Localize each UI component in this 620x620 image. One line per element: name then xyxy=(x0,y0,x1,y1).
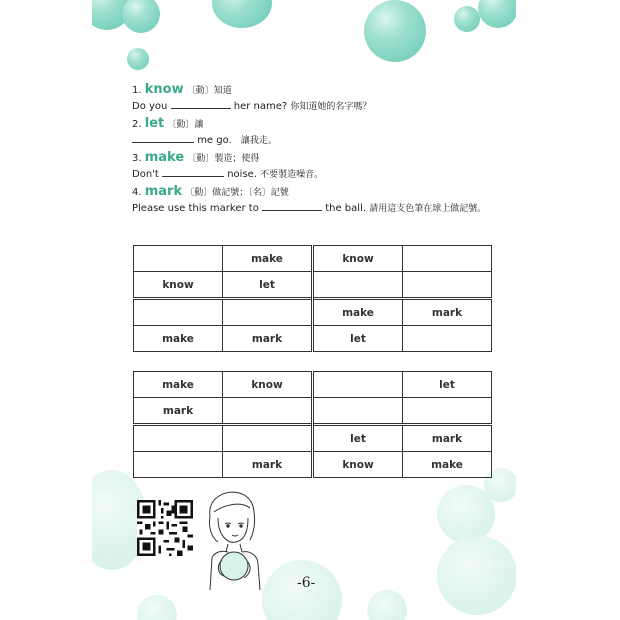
bubble-decoration xyxy=(122,0,160,33)
grid-cell xyxy=(134,299,223,326)
grid-cell xyxy=(313,272,403,299)
bubble-decoration xyxy=(212,0,272,28)
grid-cell: know xyxy=(313,452,403,478)
vocab-heading xyxy=(132,150,492,166)
vocab-word: make xyxy=(144,150,185,165)
sentence-text: the ball. xyxy=(325,203,367,214)
grid-cell: mark xyxy=(134,398,223,425)
grid-cell xyxy=(134,246,223,272)
sentence-text: her name? xyxy=(233,101,288,112)
vocab-number: 1. xyxy=(132,85,142,96)
grid-cell xyxy=(134,452,223,478)
grid-cell: know xyxy=(313,246,403,272)
example-sentence xyxy=(132,166,492,184)
bubble-decoration xyxy=(367,590,407,620)
bubble-decoration xyxy=(454,6,480,32)
vocab-heading xyxy=(132,116,492,132)
grid-cell: make xyxy=(403,452,492,478)
bubble-decoration xyxy=(478,0,516,28)
fill-blank[interactable] xyxy=(171,98,231,109)
word-grid-1 xyxy=(133,245,492,352)
grid-cell: mark xyxy=(223,452,313,478)
grid-cell xyxy=(223,398,313,425)
grid-cell: let xyxy=(403,372,492,398)
grid-cell xyxy=(403,246,492,272)
example-sentence xyxy=(132,200,492,218)
example-sentence xyxy=(132,132,492,150)
grid-cell xyxy=(313,398,403,425)
vocab-word: let xyxy=(144,116,165,131)
vocab-definition: 〔動〕做記號；〔名〕記號 xyxy=(185,188,289,198)
grid-cell xyxy=(134,425,223,452)
fill-blank[interactable] xyxy=(132,132,194,143)
grid-cell xyxy=(403,272,492,299)
grid-cell: make xyxy=(134,326,223,352)
vocab-word: know xyxy=(144,82,184,97)
sentence-text: noise. xyxy=(227,169,257,180)
vocab-number: 3. xyxy=(132,153,142,164)
sentence-text: Please use this marker to xyxy=(132,203,259,214)
vocab-definition: 〔動〕製造；使得 xyxy=(187,154,260,164)
grid-cell: mark xyxy=(403,299,492,326)
sentence-text: Do you xyxy=(132,101,168,112)
sentence-text: Don't xyxy=(132,169,159,180)
grid-cell: make xyxy=(313,299,403,326)
vocab-definition: 〔動〕讓 xyxy=(167,120,204,130)
example-sentence xyxy=(132,98,492,116)
sentence-translation: 讓我走。 xyxy=(240,136,277,146)
grid-cell: mark xyxy=(403,425,492,452)
qr-code-icon[interactable] xyxy=(137,500,193,556)
grid-cell: make xyxy=(223,246,313,272)
grid-cell: let xyxy=(313,425,403,452)
bubble-decoration xyxy=(437,535,516,615)
sentence-translation: 你知道她的名字嗎？ xyxy=(290,102,372,112)
vocab-number: 4. xyxy=(132,187,142,198)
vocab-word: mark xyxy=(144,184,183,199)
vocab-heading xyxy=(132,82,492,98)
grid-cell: know xyxy=(134,272,223,299)
vocab-section xyxy=(132,82,492,218)
grid-cell xyxy=(223,425,313,452)
vocab-definition: 〔動〕知道 xyxy=(186,86,232,96)
grid-cell xyxy=(223,299,313,326)
bubble-decoration xyxy=(364,0,426,62)
word-grid-2 xyxy=(133,371,492,478)
grid-cell xyxy=(403,326,492,352)
vocab-heading xyxy=(132,184,492,200)
page-number: -6- xyxy=(297,575,316,591)
girl-illustration-icon xyxy=(192,478,272,598)
grid-cell: mark xyxy=(223,326,313,352)
grid-cell: let xyxy=(223,272,313,299)
grid-cell: make xyxy=(134,372,223,398)
grid-cell xyxy=(313,372,403,398)
fill-blank[interactable] xyxy=(162,166,224,177)
grid-cell xyxy=(403,398,492,425)
sentence-translation: 不要製造噪音。 xyxy=(260,170,324,180)
sentence-translation: 請用這支色筆在球上做記號。 xyxy=(369,204,487,214)
sentence-text: me go. xyxy=(197,135,232,146)
bubble-decoration xyxy=(127,48,149,70)
bubble-decoration xyxy=(137,595,177,620)
fill-blank[interactable] xyxy=(262,200,322,211)
grid-cell: know xyxy=(223,372,313,398)
grid-cell: let xyxy=(313,326,403,352)
vocab-number: 2. xyxy=(132,119,142,130)
